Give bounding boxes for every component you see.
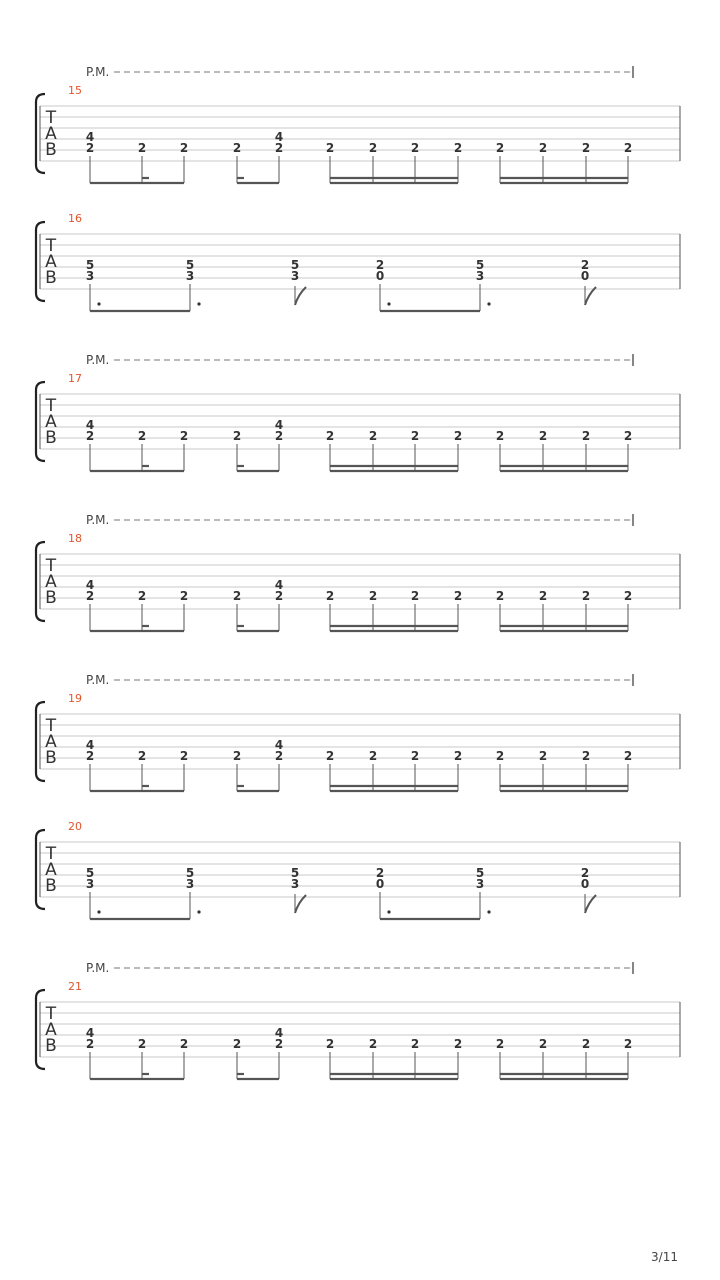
- tab-letter-b: B: [45, 140, 57, 160]
- tab-system-16: [36, 212, 680, 311]
- fret-number: 2: [325, 589, 335, 603]
- fret-number: 2: [368, 1037, 378, 1051]
- tab-letter-t: T: [45, 844, 57, 864]
- fret-number: 2: [137, 749, 147, 763]
- tab-letter-t: T: [45, 236, 57, 256]
- fret-number: 2: [453, 589, 463, 603]
- fret-number: 2: [375, 866, 385, 880]
- fret-number: 2: [368, 141, 378, 155]
- dotted-note-dot: [197, 302, 200, 305]
- tab-system-19: [36, 673, 680, 791]
- fret-number: 4: [85, 130, 95, 144]
- eighth-flag: [295, 287, 306, 305]
- fret-number: 4: [85, 1026, 95, 1040]
- fret-number: 2: [325, 1037, 335, 1051]
- dotted-note-dot: [97, 910, 100, 913]
- fret-number: 2: [410, 429, 420, 443]
- fret-number: 2: [85, 1037, 95, 1051]
- fret-number: 2: [179, 589, 189, 603]
- fret-number: 5: [475, 258, 485, 272]
- fret-number: 3: [85, 877, 95, 891]
- fret-number: 2: [274, 429, 284, 443]
- bar-number: 18: [68, 532, 82, 545]
- fret-number: 2: [538, 1037, 548, 1051]
- fret-number: 2: [580, 258, 590, 272]
- palm-mute-label: P.M.: [86, 353, 110, 367]
- fret-number: 2: [495, 141, 505, 155]
- tab-letter-b: B: [45, 748, 57, 768]
- bar-number: 19: [68, 692, 82, 705]
- fret-number: 4: [274, 418, 284, 432]
- tab-letter-b: B: [45, 588, 57, 608]
- bar-number: 16: [68, 212, 82, 225]
- fret-number: 2: [274, 589, 284, 603]
- tab-letter-t: T: [45, 1004, 57, 1024]
- dotted-note-dot: [97, 302, 100, 305]
- fret-number: 4: [274, 738, 284, 752]
- fret-number: 2: [580, 866, 590, 880]
- palm-mute-label: P.M.: [86, 673, 110, 687]
- fret-number: 3: [185, 877, 195, 891]
- fret-number: 2: [538, 141, 548, 155]
- tab-letter-t: T: [45, 556, 57, 576]
- eighth-flag: [585, 895, 596, 913]
- fret-number: 2: [85, 749, 95, 763]
- bar-number: 17: [68, 372, 82, 385]
- fret-number: 2: [453, 141, 463, 155]
- dotted-note-dot: [387, 302, 390, 305]
- fret-number: 0: [375, 269, 385, 283]
- fret-number: 2: [538, 749, 548, 763]
- fret-number: 2: [410, 749, 420, 763]
- fret-number: 2: [368, 749, 378, 763]
- tab-letter-a: A: [45, 1020, 57, 1040]
- fret-number: 5: [475, 866, 485, 880]
- tab-letter-b: B: [45, 268, 57, 288]
- tab-letter-t: T: [45, 108, 57, 128]
- fret-number: 2: [85, 429, 95, 443]
- dotted-note-dot: [387, 910, 390, 913]
- fret-number: 3: [290, 877, 300, 891]
- tab-system-20: [36, 820, 680, 919]
- fret-number: 2: [410, 1037, 420, 1051]
- fret-number: 2: [179, 749, 189, 763]
- palm-mute-label: P.M.: [86, 65, 110, 79]
- fret-number: 2: [375, 258, 385, 272]
- dotted-note-dot: [197, 910, 200, 913]
- fret-number: 2: [495, 589, 505, 603]
- dotted-note-dot: [487, 302, 490, 305]
- fret-number: 2: [137, 1037, 147, 1051]
- fret-number: 2: [538, 589, 548, 603]
- fret-number: 5: [290, 866, 300, 880]
- fret-number: 2: [538, 429, 548, 443]
- fret-number: 0: [580, 269, 590, 283]
- eighth-flag: [295, 895, 306, 913]
- fret-number: 2: [232, 429, 242, 443]
- tab-letter-a: A: [45, 572, 57, 592]
- tab-letter-a: A: [45, 252, 57, 272]
- fret-number: 4: [274, 578, 284, 592]
- fret-number: 3: [475, 877, 485, 891]
- bar-number: 21: [68, 980, 82, 993]
- fret-number: 2: [623, 429, 633, 443]
- fret-number: 2: [325, 429, 335, 443]
- tab-system-15: [36, 65, 680, 183]
- eighth-flag: [585, 287, 596, 305]
- fret-number: 2: [137, 141, 147, 155]
- fret-number: 5: [185, 258, 195, 272]
- fret-number: 2: [179, 1037, 189, 1051]
- fret-number: 2: [581, 1037, 591, 1051]
- tab-system-18: [36, 513, 680, 631]
- fret-number: 4: [85, 418, 95, 432]
- tab-letter-a: A: [45, 412, 57, 432]
- fret-number: 2: [495, 749, 505, 763]
- fret-number: 2: [232, 749, 242, 763]
- fret-number: 2: [325, 749, 335, 763]
- tab-letter-t: T: [45, 716, 57, 736]
- fret-number: 2: [623, 749, 633, 763]
- tab-letter-a: A: [45, 124, 57, 144]
- bar-number: 15: [68, 84, 82, 97]
- tab-letter-b: B: [45, 1036, 57, 1056]
- fret-number: 4: [85, 738, 95, 752]
- tab-letter-b: B: [45, 876, 57, 896]
- fret-number: 2: [581, 429, 591, 443]
- fret-number: 2: [581, 749, 591, 763]
- fret-number: 2: [581, 589, 591, 603]
- fret-number: 3: [475, 269, 485, 283]
- tab-system-21: [36, 961, 680, 1079]
- fret-number: 2: [623, 141, 633, 155]
- fret-number: 2: [137, 589, 147, 603]
- fret-number: 2: [232, 141, 242, 155]
- fret-number: 2: [179, 429, 189, 443]
- fret-number: 2: [232, 589, 242, 603]
- tab-letter-b: B: [45, 428, 57, 448]
- tab-letter-a: A: [45, 732, 57, 752]
- fret-number: 2: [274, 749, 284, 763]
- fret-number: 5: [185, 866, 195, 880]
- fret-number: 5: [85, 866, 95, 880]
- fret-number: 0: [580, 877, 590, 891]
- palm-mute-label: P.M.: [86, 961, 110, 975]
- fret-number: 4: [274, 130, 284, 144]
- fret-number: 2: [137, 429, 147, 443]
- tab-system-17: [36, 353, 680, 471]
- fret-number: 3: [290, 269, 300, 283]
- fret-number: 2: [495, 429, 505, 443]
- fret-number: 2: [410, 589, 420, 603]
- fret-number: 2: [623, 1037, 633, 1051]
- tab-letter-t: T: [45, 396, 57, 416]
- fret-number: 2: [453, 429, 463, 443]
- fret-number: 2: [85, 589, 95, 603]
- fret-number: 5: [85, 258, 95, 272]
- fret-number: 5: [290, 258, 300, 272]
- fret-number: 2: [274, 141, 284, 155]
- bar-number: 20: [68, 820, 82, 833]
- palm-mute-label: P.M.: [86, 513, 110, 527]
- fret-number: 4: [85, 578, 95, 592]
- page-number: 3/11: [651, 1250, 678, 1264]
- fret-number: 0: [375, 877, 385, 891]
- dotted-note-dot: [487, 910, 490, 913]
- fret-number: 2: [232, 1037, 242, 1051]
- fret-number: 2: [368, 589, 378, 603]
- fret-number: 2: [581, 141, 591, 155]
- fret-number: 4: [274, 1026, 284, 1040]
- fret-number: 2: [453, 1037, 463, 1051]
- fret-number: 3: [85, 269, 95, 283]
- fret-number: 3: [185, 269, 195, 283]
- fret-number: 2: [623, 589, 633, 603]
- fret-number: 2: [85, 141, 95, 155]
- fret-number: 2: [325, 141, 335, 155]
- fret-number: 2: [274, 1037, 284, 1051]
- tab-letter-a: A: [45, 860, 57, 880]
- fret-number: 2: [453, 749, 463, 763]
- fret-number: 2: [179, 141, 189, 155]
- fret-number: 2: [368, 429, 378, 443]
- fret-number: 2: [495, 1037, 505, 1051]
- fret-number: 2: [410, 141, 420, 155]
